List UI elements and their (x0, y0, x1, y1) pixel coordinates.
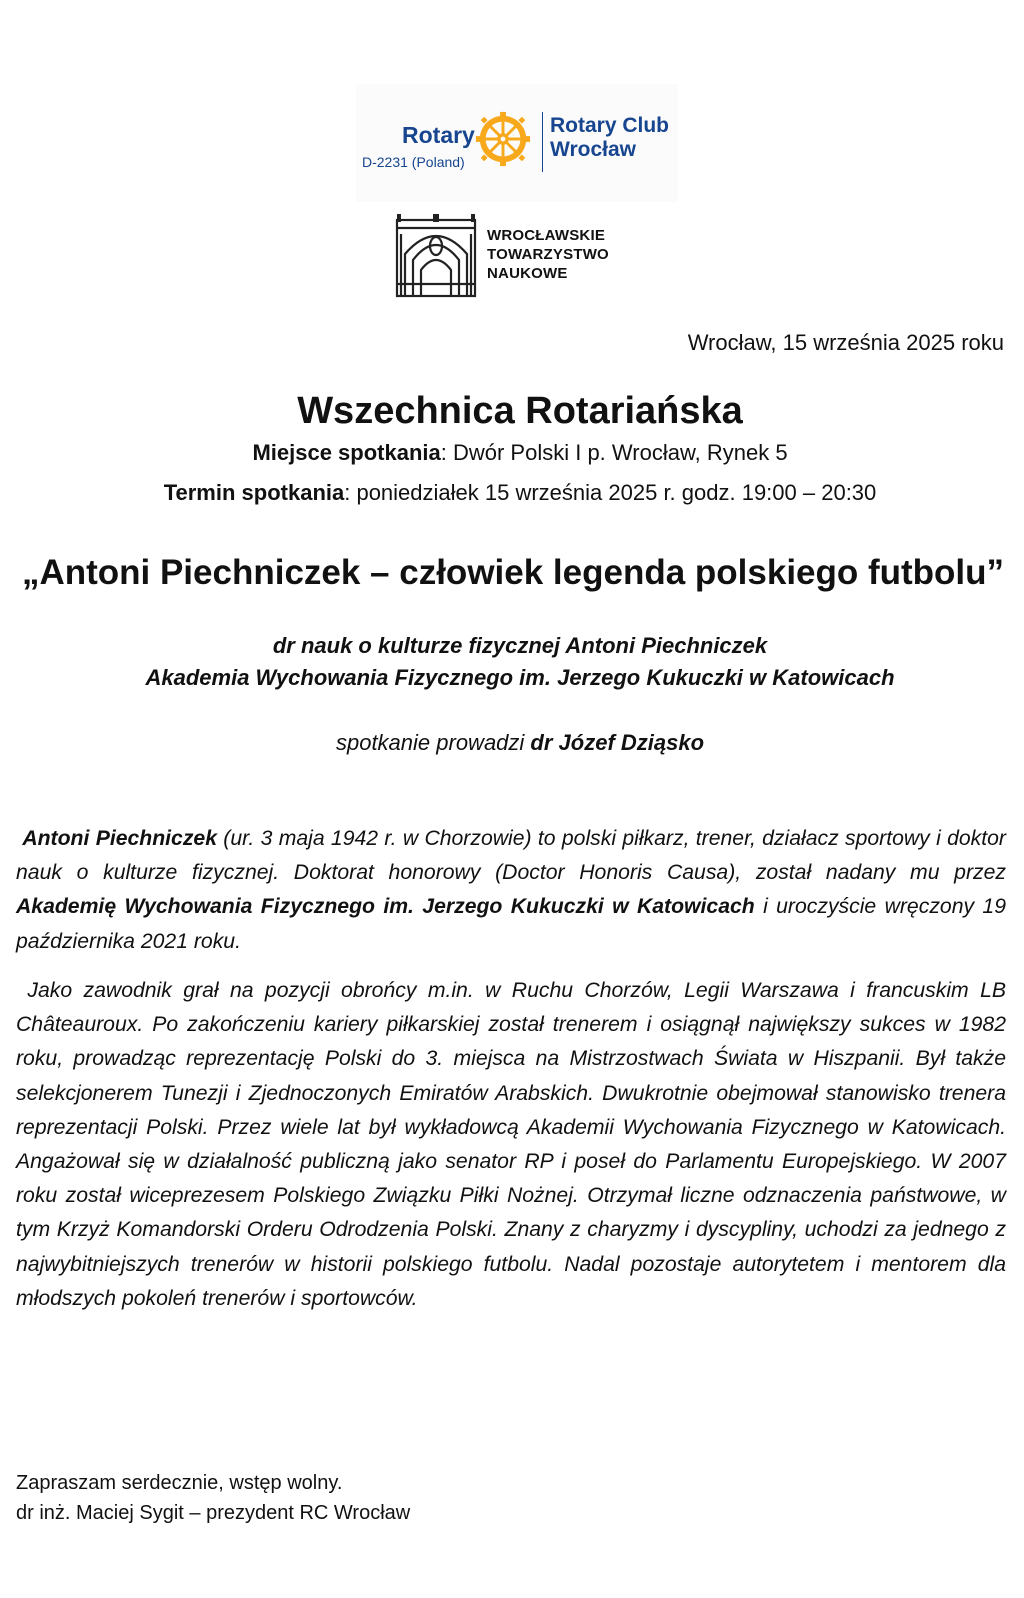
meeting-time-label: Termin spotkania (163, 480, 345, 505)
closing-invitation: Zapraszam serdecznie, wstęp wolny. (16, 1472, 343, 1494)
closing (16, 1468, 410, 1528)
bio-person-name: Antoni Piechniczek (22, 827, 217, 850)
rotary-club-line1: Rotary Club (550, 114, 670, 137)
host-prefix: spotkanie prowadzi (335, 730, 531, 755)
meeting-place-value: : Dwór Polski I p. Wrocław, Rynek 5 (440, 440, 788, 465)
bio-p1-text-a: (ur. 3 maja 1942 r. w Chorzowie) to polski piłkarz, trener, działacz sportowy i doktor nauk o kulturze fizycznej. Doktorat honorowy (Doctor Honoris Causa), został nadany mu przez (16, 827, 1006, 885)
wtn-line2: TOWARZYSTWO (487, 246, 609, 263)
bio-p2-text: Jako zawodnik grał na pozycji obrońcy m.in. w Ruchu Chorzów, Legii Warszawa i francuskim LB Châteauroux. Po zakończeniu kariery piłkarskiej został trenerem i osiągnął największy sukces w 1982 roku, prowadząc reprezentację Polski do 3. miejsca na Mistrzostwach Świata w Hiszpanii. Był także selekcjonerem Tunezji i Zjednoczonych Emiratów Arabskich. Dwukrotnie obejmował stanowisko trenera reprezentacji Polski. Przez wiele lat był wykładowcą Akademii Wychowania Fizycznego w Katowicach. Angażował się w działalność publiczną jako senator RP i poseł do Parlamentu Europejskiego. W 2007 roku został wiceprezesem Polskiego Związku Piłki Nożnej. Otrzymał liczne odznaczenia państwowe, w tym Krzyż Komandorski Orderu Odrodzenia Polski. Znany z charyzmy i dyscypliny, uchodzi za jednego z najwybitniejszych trenerów w historii polskiego futbolu. Nadal pozostaje autorytetem i mentorem dla młodszych pokoleń trenerów i sportowców. (16, 979, 1006, 1310)
bio-paragraph-2 (16, 974, 1006, 1316)
rotary-district-text: D-2231 (Poland) (362, 154, 465, 170)
host-line (0, 730, 1024, 756)
wtn-logo (395, 208, 645, 298)
wtn-line1: WROCŁAWSKIE (487, 227, 606, 244)
closing-signature: dr inż. Maciej Sygit – prezydent RC Wrocław (16, 1502, 411, 1524)
rotary-club-line2: Wrocław (550, 138, 636, 161)
rotary-wheel-icon (474, 110, 532, 168)
rotary-logo (356, 84, 678, 202)
lecture-title: „Antoni Piechniczek – człowiek legenda polskiego futbolu” (21, 553, 1005, 592)
host-name: dr Józef Dziąsko (530, 730, 705, 755)
meeting-time (0, 480, 1024, 506)
meeting-place (0, 440, 1024, 466)
speaker-name: dr nauk o kulturze fizycznej Antoni Piechniczek (272, 633, 768, 658)
speaker-affiliation: Akademia Wychowania Fizycznego im. Jerzego Kukuczki w Katowicach (145, 665, 895, 690)
wtn-line3: NAUKOWE (487, 265, 568, 282)
bio-p1-text-b: i uroczyście wręczony 19 października 2021 roku. (16, 895, 1006, 953)
meeting-time-value: : poniedziałek 15 września 2025 r. godz. 19:00 – 20:30 (344, 480, 877, 505)
meeting-place-label: Miejsce spotkania (252, 440, 441, 465)
rotary-brand-text: Rotary (402, 122, 475, 148)
document-date: Wrocław, 15 września 2025 roku (687, 330, 1004, 355)
rotary-divider (542, 112, 543, 172)
rotary-club-name (550, 114, 669, 162)
gothic-building-icon (395, 214, 477, 298)
bio-academy-name: Akademię Wychowania Fizycznego im. Jerzego Kukuczki w Katowicach (16, 895, 755, 919)
wtn-name (487, 226, 609, 283)
page-title: Wszechnica Rotariańska (297, 390, 743, 432)
bio-paragraph-1 (16, 822, 1006, 959)
